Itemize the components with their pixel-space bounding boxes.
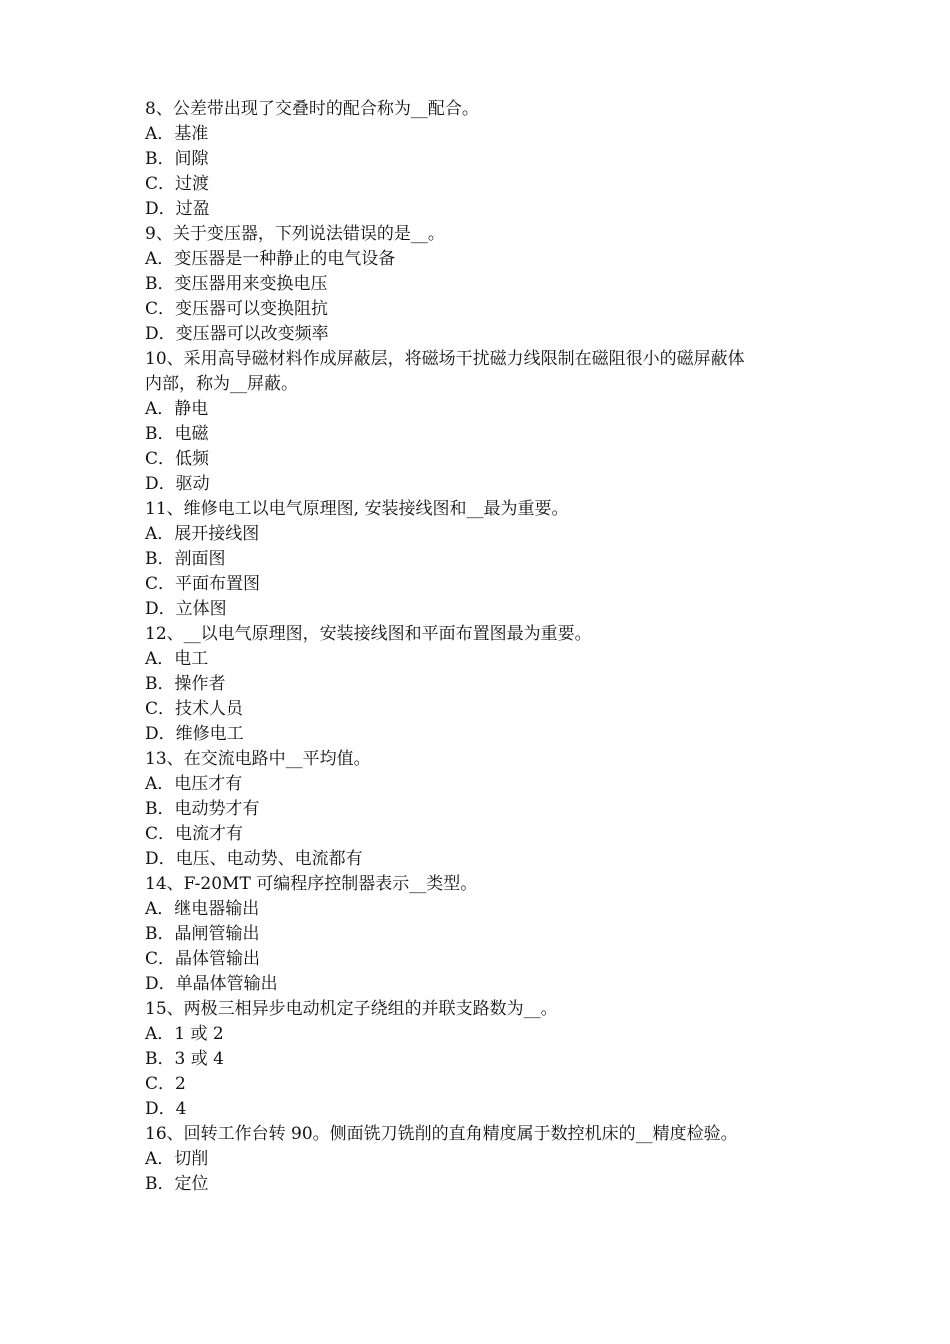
question-list (145, 97, 825, 1197)
question-12-option-d: D．维修电工 (145, 724, 244, 744)
question-11-option-d: D．立体图 (145, 599, 227, 619)
question-16-option-a: A．切削 (145, 1149, 209, 1169)
question-12-option-a: A．电工 (145, 649, 209, 669)
question-12-stem: 12、__以电气原理图，安装接线图和平面布置图最为重要。 (145, 624, 592, 644)
question-16-option-b: B．定位 (145, 1174, 209, 1194)
question-15-option-d: D．4 (145, 1099, 187, 1119)
question-11-option-b: B．剖面图 (145, 549, 226, 569)
question-11-option-a: A．展开接线图 (145, 524, 260, 544)
question-15-option-b: B．3 或 4 (145, 1049, 224, 1069)
question-8-option-c: C．过渡 (145, 174, 210, 194)
question-14-option-b: B．晶闸管输出 (145, 924, 260, 944)
question-13-option-a: A．电压才有 (145, 774, 243, 794)
question-15-option-a: A．1 或 2 (145, 1024, 224, 1044)
question-14-option-d: D．单晶体管输出 (145, 974, 278, 994)
question-9-option-a: A．变压器是一种静止的电气设备 (145, 249, 396, 269)
question-8-stem: 8、公差带出现了交叠时的配合称为__配合。 (145, 99, 479, 119)
question-9-option-b: B．变压器用来变换电压 (145, 274, 328, 294)
question-11-stem: 11、维修电工以电气原理图, 安装接线图和__最为重要。 (145, 499, 569, 519)
question-9-stem: 9、关于变压器，下列说法错误的是__。 (145, 224, 445, 244)
question-8-option-b: B．间隙 (145, 149, 209, 169)
question-10-option-a: A．静电 (145, 399, 209, 419)
question-9-option-c: C．变压器可以变换阻抗 (145, 299, 329, 319)
question-13-option-d: D．电压、电动势、电流都有 (145, 849, 363, 869)
question-12-option-b: B．操作者 (145, 674, 226, 694)
question-16-stem: 16、回转工作台转 90。侧面铣刀铣削的直角精度属于数控机床的__精度检验。 (145, 1124, 738, 1144)
question-8-option-a: A．基准 (145, 124, 209, 144)
question-13-stem: 13、在交流电路中__平均值。 (145, 749, 371, 769)
question-10-option-c: C．低频 (145, 449, 210, 469)
question-14-option-c: C．晶体管输出 (145, 949, 261, 969)
question-13-option-c: C．电流才有 (145, 824, 244, 844)
question-11-option-c: C．平面布置图 (145, 574, 261, 594)
question-14-stem: 14、F-20MT 可编程序控制器表示__类型。 (145, 874, 478, 894)
question-14-option-a: A．继电器输出 (145, 899, 260, 919)
question-15-stem: 15、两极三相异步电动机定子绕组的并联支路数为__。 (145, 999, 558, 1019)
question-13-option-b: B．电动势才有 (145, 799, 260, 819)
question-10-stem-line-1: 10、采用高导磁材料作成屏蔽层，将磁场干扰磁力线限制在磁阻很小的磁屏蔽体 (145, 349, 745, 369)
question-12-option-c: C．技术人员 (145, 699, 244, 719)
question-15-option-c: C．2 (145, 1074, 186, 1094)
question-10-option-d: D．驱动 (145, 474, 210, 494)
question-8-option-d: D．过盈 (145, 199, 210, 219)
question-10-stem-line-2: 内部，称为__屏蔽。 (145, 374, 298, 394)
question-10-option-b: B．电磁 (145, 424, 209, 444)
question-9-option-d: D．变压器可以改变频率 (145, 324, 329, 344)
